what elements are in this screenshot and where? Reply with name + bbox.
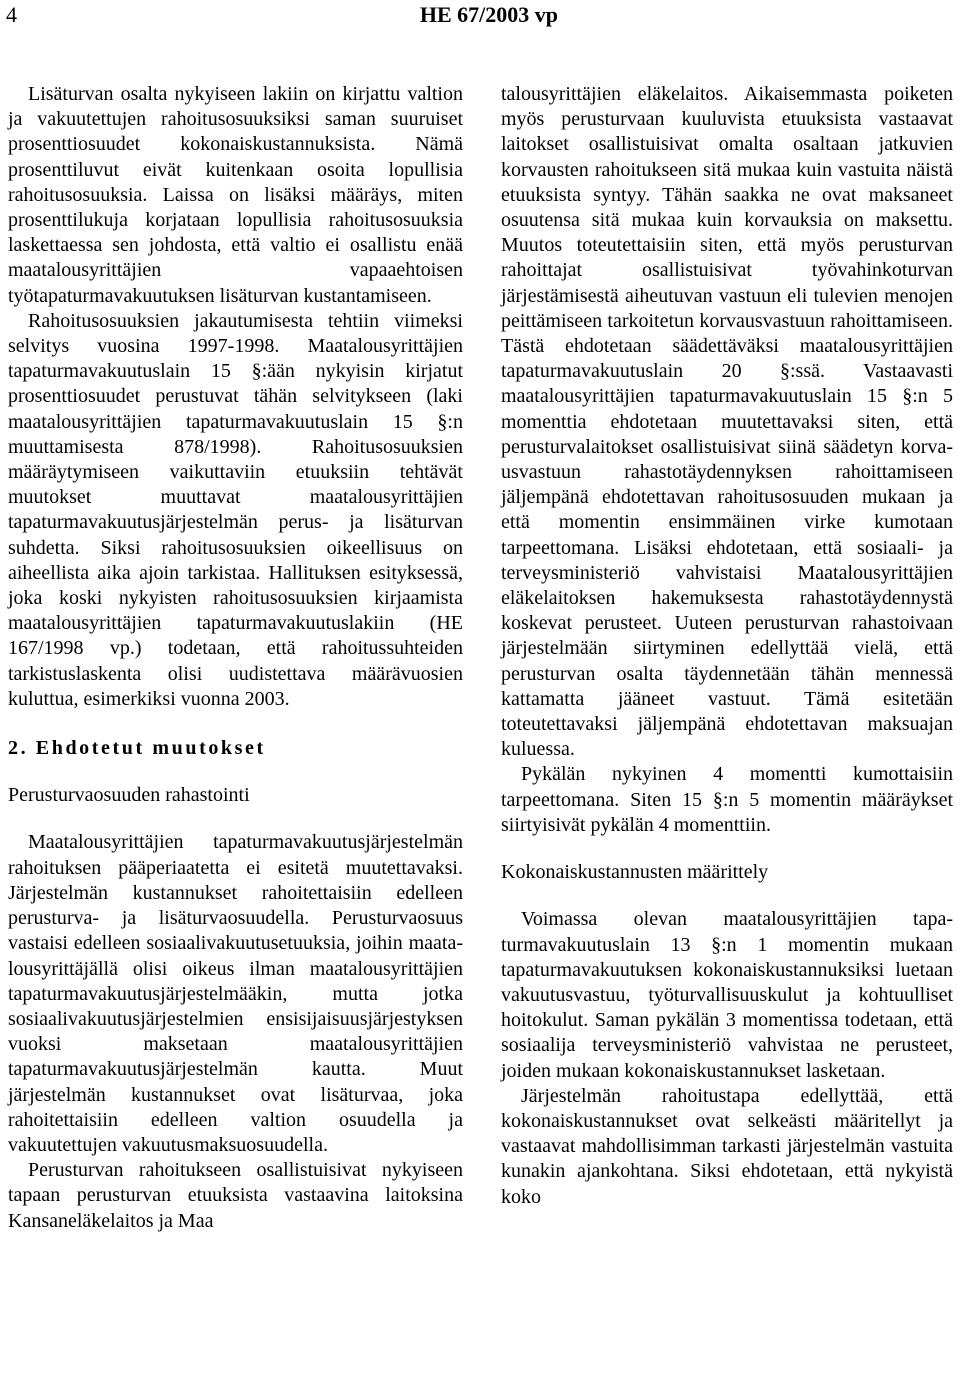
- right-paragraph-2: Pykälän nykyinen 4 momentti kumottaisiin tarpeettomana. Siten 15 §:n 5 momentin määräykset siirtyisivät pykälän 4 momenttiin.: [501, 763, 953, 836]
- right-paragraph-3: Voimassa olevan maatalousyrittäjien tapaturmavakuutuslain 13 §:n 1 momentin mukaan tapaturmavakuutuksen kokonaiskustannuksiksi luetaan vakuutusvastuu, työturvallisuuskulut ja kohtuulliset hoitokulut. Saman pykälän 3 momentissa todetaan, että sosiaalija terveysministeriö vahvistaa ne perusteet, joiden mukaan kokonaiskustannukset lasketaan.: [501, 908, 953, 1082]
- left-paragraph-2: Rahoitusosuuksien jakautumisesta tehtiin viimeksi selvitys vuosina 1997-1998. Maatalousyrittäjien tapaturmavakuutuslain 15 §:ään nykyisin kirjatut prosenttiosuudet perustuvat tähän selvitykseen (laki maatalousyrittäjien tapaturmavakuutuslain 15 §:n muuttamisesta 878/1998). Rahoitusosuuksien määräytymiseen vaikuttaviin etuuksiin tehtävät muutokset muuttavat maatalousyrittäjien tapaturmavakuutusjärjestelmän perus- ja lisäturvan suhdetta. Siksi rahoitusosuuksien oikeellisuus on aiheellista aika ajoin tarkistaa. Hallituksen esityksessä, joka koski nykyisten rahoitusosuuksien kirjaamista maatalousyrittäjien tapaturmavakuutuslakiin (HE 167/1998 vp.) todetaan, että rahoitussuhteiden tarkistuslaskenta olisi uudistettava määrävuosien kuluttua, esimerkiksi vuonna 2003.: [8, 309, 463, 710]
- page-number: 4: [6, 2, 17, 27]
- subsection-heading-rahastointi: Perusturvaosuuden rahastointi: [8, 784, 250, 807]
- left-column: [8, 82, 463, 1234]
- page-header: [0, 2, 960, 28]
- left-paragraph-3: Maatalousyrittäjien tapaturmavakuutusjärjestelmän rahoituksen pääperiaatetta ei esitetä muutettavaksi. Järjestelmän kustannukset rahoitettaisiin edelleen perusturva- ja lisäturvaosuudella. Perusturvaosuus vastaisi edelleen sosiaalivakuutusetuuksia, joihin maatalousyrittäjällä olisi oikeus ilman maatalousyrittäjien tapaturmavakuutusjärjestelmääkin, mutta jotka sosiaalivakuutusjärjestelmien ensisijaisuusjärjestyksen vuoksi maksetaan maatalousyrittäjien tapaturmavakuutusjärjestelmän kautta. Muut järjestelmän kustannukset ovat lisäturvaa, joka rahoitettaisiin edelleen valtion osuudella ja vakuutettujen vakuutusmaksuosuudella.: [8, 831, 463, 1156]
- subsection-heading-kokonaiskustannukset: Kokonaiskustannusten määrittely: [501, 861, 769, 884]
- right-paragraph-4: Järjestelmän rahoitustapa edellyttää, että kokonaiskustannukset ovat selkeästi määritellyt ja vastaavat mahdollisimman tarkasti järjestelmän vastuita kunakin ajankohtana. Siksi ehdotetaan, että nykyistä koko: [501, 1084, 953, 1208]
- left-paragraph-4: Perusturvan rahoitukseen osallistuisivat nykyiseen tapaan perusturvan etuuksista vastaavina laitoksina Kansaneläkelaitos ja Maa: [8, 1159, 463, 1232]
- right-paragraph-1: talousyrittäjien eläkelaitos. Aikaisemmasta poiketen myös perusturvaan kuuluvista etuuksista vastaavat laitokset osallistuisivat omalta osaltaan jatkuvien korvausten rahoitukseen sitä mukaa kuin vastuita näistä etuuksista syntyy. Tähän saakka ne ovat maksaneet osuutensa sitä mukaa kuin korvauksia on maksettu. Muutos toteutettaisiin siten, että myös perusturvan rahoittajat osallistuisivat työvahinkoturvan järjestämisestä aiheutuvan vastuun eli tulevien menojen peittämiseen tarkoitetun korvausvastuun rahoittamiseen. Tästä ehdotetaan säädettäväksi maatalousyrittäjien tapaturmavakuutuslain 20 §:ssä. Vastaavasti maatalousyrittäjien tapaturmavakuutuslain 15 §:n 5 momenttia ehdotetaan muutettavaksi siten, että perusturvalaitokset osallistuisivat siinä säädetyn korvausvastuun rahastotäydennyksen rahoittamiseen jäljempänä ehdotettavan rahoitusosuuden mukaan ja että momentin ensimmäinen virke kumotaan tarpeettomana. Lisäksi ehdotetaan, että sosiaali- ja terveysministeriö vahvistaisi Maatalousyrittäjien eläkelaitoksen hakemuksesta rahastotäydennystä koskevat perusteet. Uuteen perusturvan rahastoivaan järjestelmään siirtyminen edellyttää vielä, että perusturvan osalta täydennetään tähän mennessä kattamatta jääneet vastuut. Tämä esitetään toteutettavaksi jäljempänä ehdotettavan maksuajan kuluessa.: [501, 83, 953, 761]
- right-column: [501, 82, 953, 1210]
- document-id: HE 67/2003 vp: [419, 2, 558, 27]
- left-paragraph-1: Lisäturvan osalta nykyiseen lakiin on kirjattu valtion ja vakuutettujen rahoitusosuuksiksi saman suuruiset prosenttiosuudet kokonaiskustannuksista. Nämä prosenttiluvut eivät kuitenkaan osoita lopullisia rahoitusosuuksia. Laissa on lisäksi määräys, miten prosenttilukuja korjataan lopullisia rahoitusosuuksia laskettaessa sen johdosta, että valtio ei osallistu enää maatalousyrittäjien vapaaehtoisen työtapaturmavakuutuksen lisäturvan kustantamiseen.: [8, 83, 463, 307]
- section-heading: 2. Ehdotetut muutokset: [8, 737, 266, 760]
